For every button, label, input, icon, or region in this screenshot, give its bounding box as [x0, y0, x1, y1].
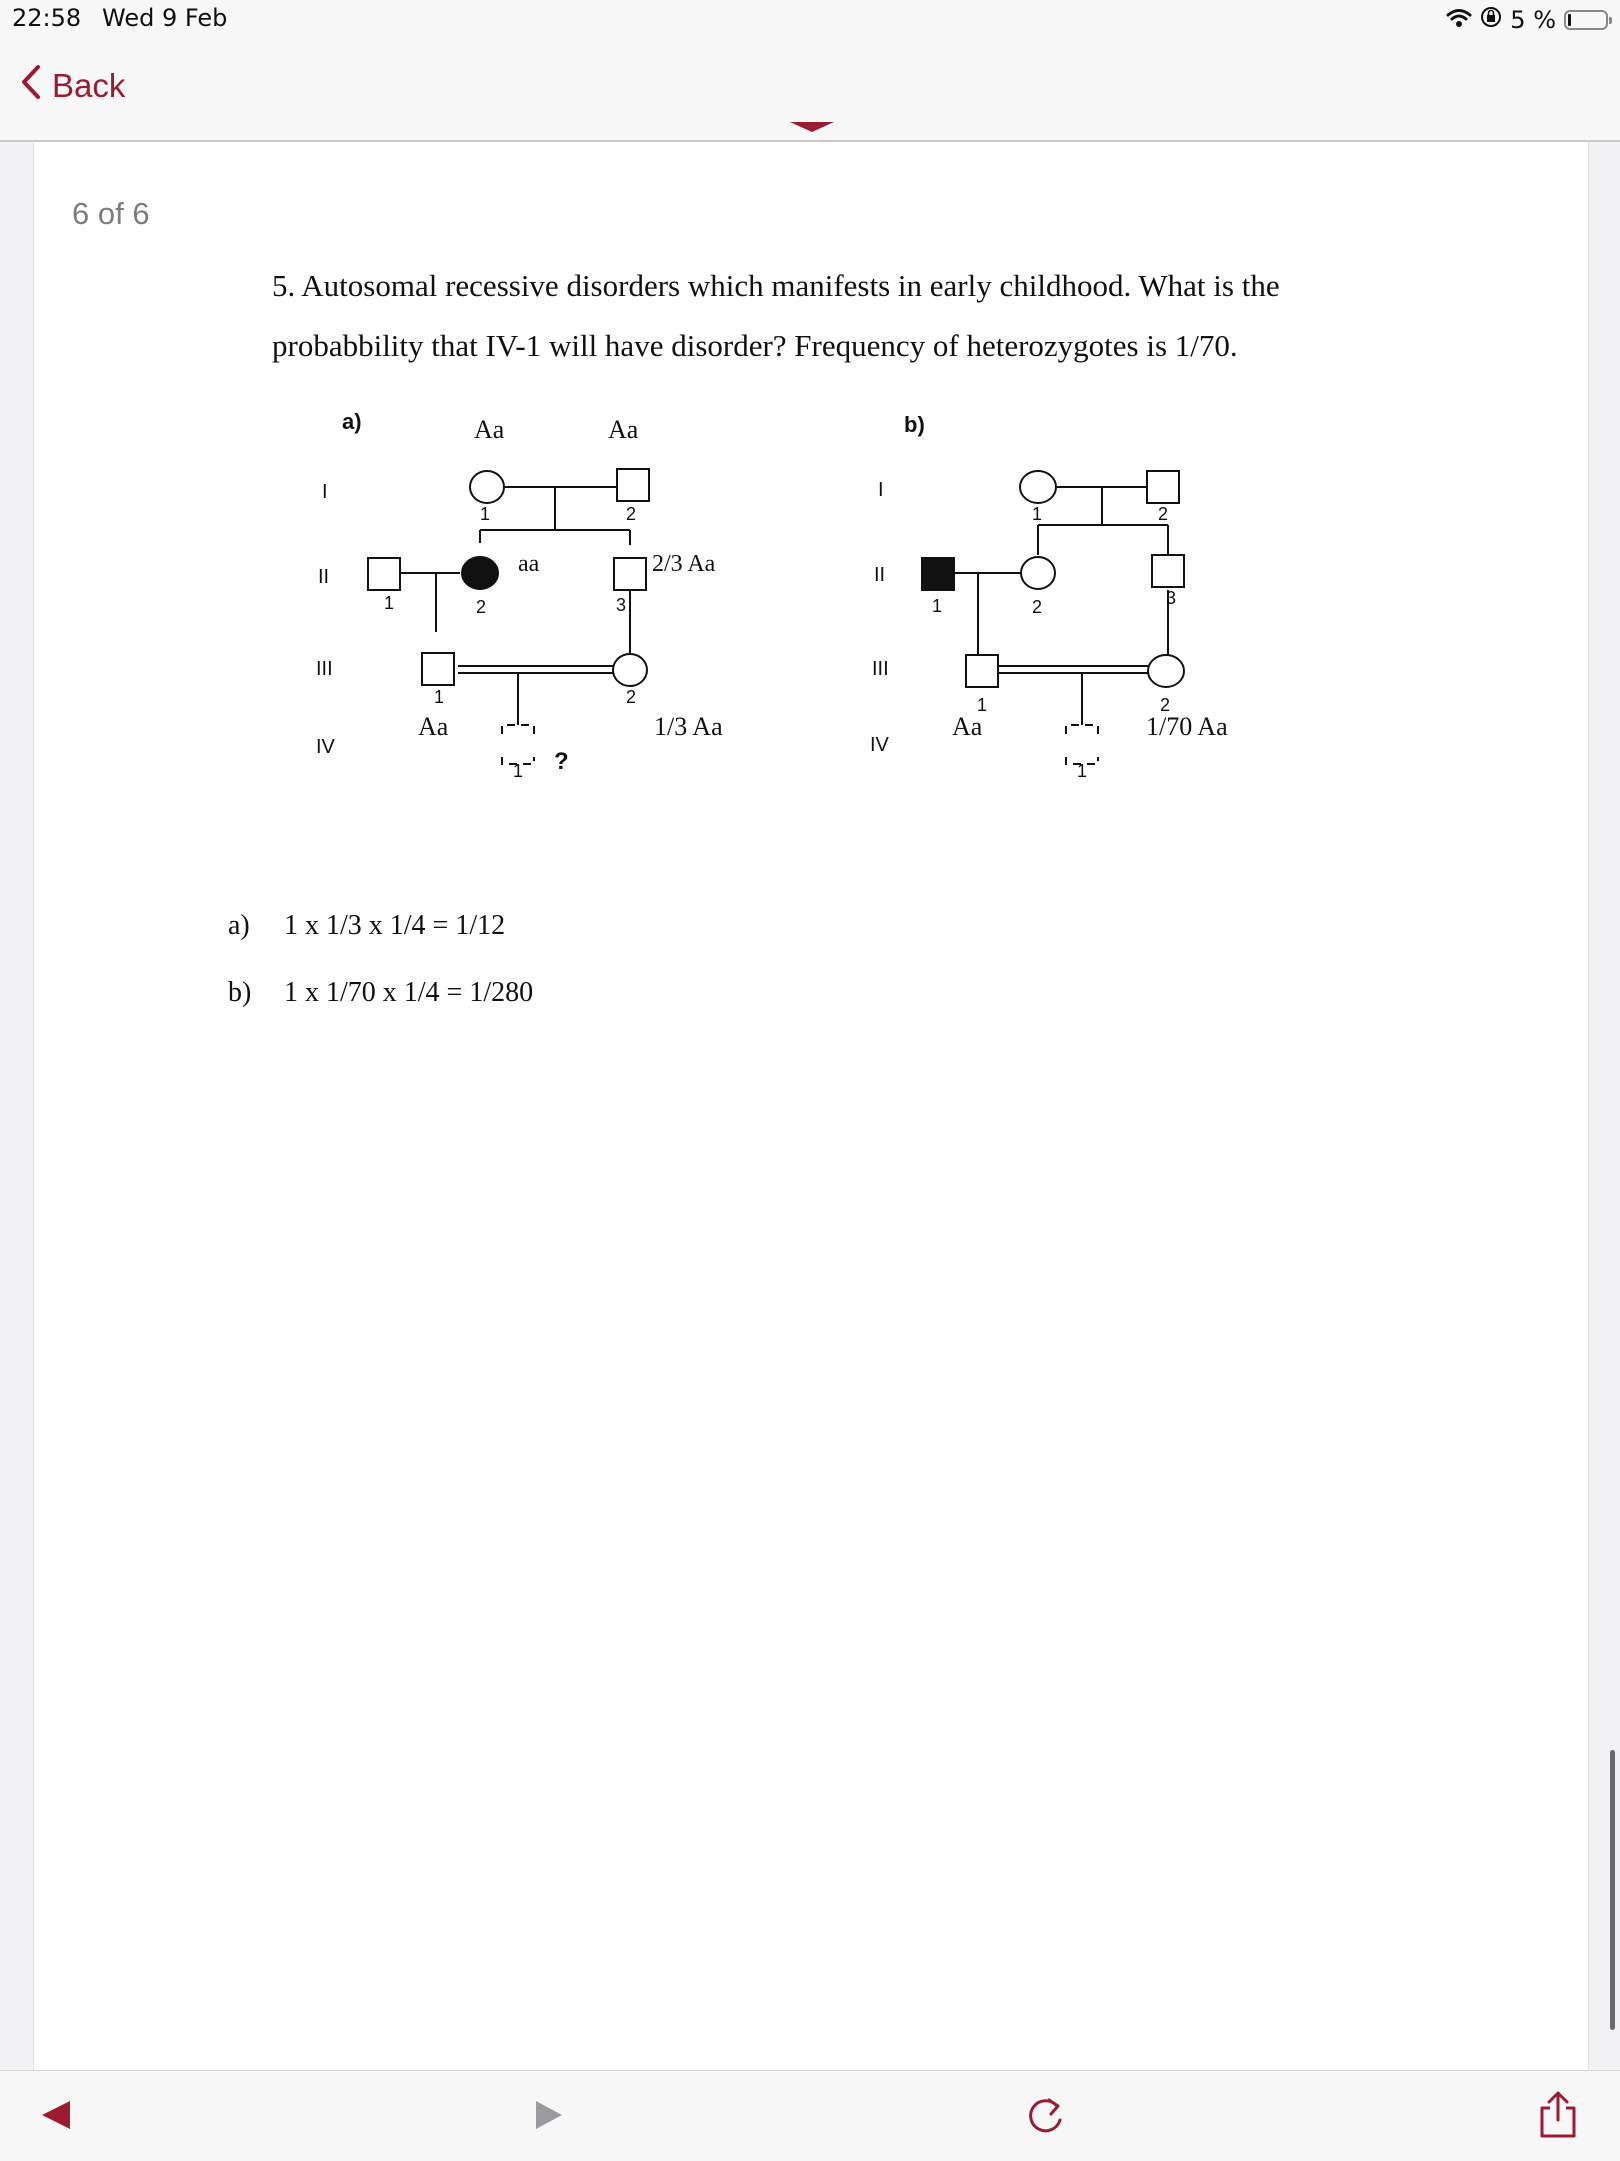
battery-percent: 5 % — [1510, 6, 1556, 34]
pedigree-a-label: a) — [342, 409, 362, 434]
answer-a-text: 1 x 1/3 x 1/4 = 1/12 — [284, 910, 506, 941]
genotype-b-iii2: 1/70 Aa — [1146, 712, 1228, 741]
gen-label-b-ii: II — [874, 564, 886, 586]
answer-b-text: 1 x 1/70 x 1/4 = 1/280 — [284, 977, 534, 1008]
num-b-iii2: 2 — [1160, 695, 1171, 715]
num-b-iv1: 1 — [1077, 761, 1088, 781]
previous-icon — [36, 2095, 76, 2140]
num-b-ii1: 1 — [932, 596, 943, 616]
unborn-child-symbol-a-iv1 — [502, 725, 534, 764]
genotype-a-i2: Aa — [608, 415, 639, 444]
num-a-iv1: 1 — [513, 761, 524, 781]
navigation-bar — [0, 42, 1620, 142]
redo-icon — [1023, 2092, 1069, 2143]
num-a-i2: 2 — [626, 504, 637, 524]
genotype-a-iii2: 1/3 Aa — [654, 712, 723, 741]
share-button[interactable] — [1530, 2089, 1586, 2145]
vertical-scrollbar[interactable] — [1610, 1750, 1615, 2030]
genotype-a-iii1: Aa — [418, 712, 449, 741]
num-a-ii1: 1 — [384, 593, 395, 613]
genotype-b-iii1: Aa — [952, 712, 983, 741]
page-counter: 6 of 6 — [72, 196, 150, 231]
gen-label-b-iii: III — [872, 658, 889, 680]
genotype-a-ii3: 2/3 Aa — [652, 551, 716, 577]
male-symbol-a-iii1 — [422, 653, 454, 685]
pedigree-b-label: b) — [904, 412, 925, 437]
gen-label-ii: II — [318, 566, 330, 588]
bottom-toolbar — [0, 2070, 1620, 2161]
pedigree-b-lines — [938, 487, 1172, 725]
male-symbol-b-i2 — [1147, 471, 1179, 503]
num-a-iii1: 1 — [434, 687, 445, 707]
answer-b — [228, 977, 533, 1009]
gen-label-b-iv: IV — [870, 734, 889, 756]
question-line-2: probabbility that IV-1 will have disorder? Frequency of heterozygotes is 1/70. — [272, 328, 1238, 363]
genotype-a-ii2: aa — [518, 551, 540, 577]
num-a-i1: 1 — [480, 504, 491, 524]
num-b-ii3: 3 — [1166, 588, 1177, 608]
gen-label-iii: III — [316, 658, 333, 680]
num-b-ii2: 2 — [1032, 597, 1043, 617]
num-b-iii1: 1 — [977, 695, 988, 715]
orientation-lock-icon — [1480, 6, 1502, 34]
chevron-left-icon — [20, 64, 42, 108]
affected-female-symbol-a-ii2 — [462, 557, 498, 589]
gen-label-b-i: I — [878, 479, 884, 501]
page-marker — [790, 122, 834, 132]
question-mark: ? — [554, 748, 569, 775]
share-icon — [1536, 2090, 1580, 2145]
answer-a — [228, 910, 505, 942]
redo-button[interactable] — [1018, 2089, 1074, 2145]
status-time: 22:58 — [12, 4, 82, 32]
next-icon — [528, 2095, 568, 2140]
status-date: Wed 9 Feb — [102, 4, 228, 32]
male-symbol-a-ii3 — [614, 558, 646, 590]
male-symbol-a-ii1 — [368, 558, 400, 590]
status-indicators — [1446, 4, 1608, 36]
question-line-1: 5. Autosomal recessive disorders which manifests in early childhood. What is the — [272, 268, 1280, 303]
battery-icon — [1564, 10, 1608, 30]
male-symbol-b-ii3 — [1152, 555, 1184, 587]
female-symbol-b-i1 — [1020, 471, 1056, 503]
next-button[interactable] — [520, 2089, 576, 2145]
male-symbol-a-i2 — [617, 469, 649, 501]
num-b-i2: 2 — [1158, 504, 1169, 524]
num-a-ii3: 3 — [616, 595, 627, 615]
num-a-ii2: 2 — [476, 597, 487, 617]
genotype-a-i1: Aa — [474, 415, 505, 444]
affected-male-symbol-b-ii1 — [922, 558, 954, 590]
female-symbol-a-iii2 — [613, 654, 647, 686]
answer-a-label: a) — [228, 910, 250, 941]
num-a-iii2: 2 — [626, 687, 637, 707]
gen-label-iv: IV — [316, 736, 335, 758]
num-b-i1: 1 — [1032, 504, 1043, 524]
wifi-icon — [1446, 6, 1472, 34]
female-symbol-b-iii2 — [1148, 655, 1184, 687]
gen-label-i: I — [322, 481, 328, 503]
pedigree-figure — [280, 395, 1280, 815]
male-symbol-b-iii1 — [966, 655, 998, 687]
female-symbol-b-ii2 — [1021, 557, 1055, 589]
female-symbol-a-i1 — [470, 471, 504, 503]
status-bar — [0, 0, 1620, 42]
back-button[interactable] — [20, 64, 125, 108]
back-label: Back — [52, 67, 126, 104]
pedigree-a-lines — [392, 487, 630, 725]
previous-button[interactable] — [28, 2089, 84, 2145]
unborn-child-symbol-b-iv1 — [1066, 725, 1098, 764]
question-text — [272, 256, 1452, 376]
answer-b-label: b) — [228, 977, 252, 1008]
